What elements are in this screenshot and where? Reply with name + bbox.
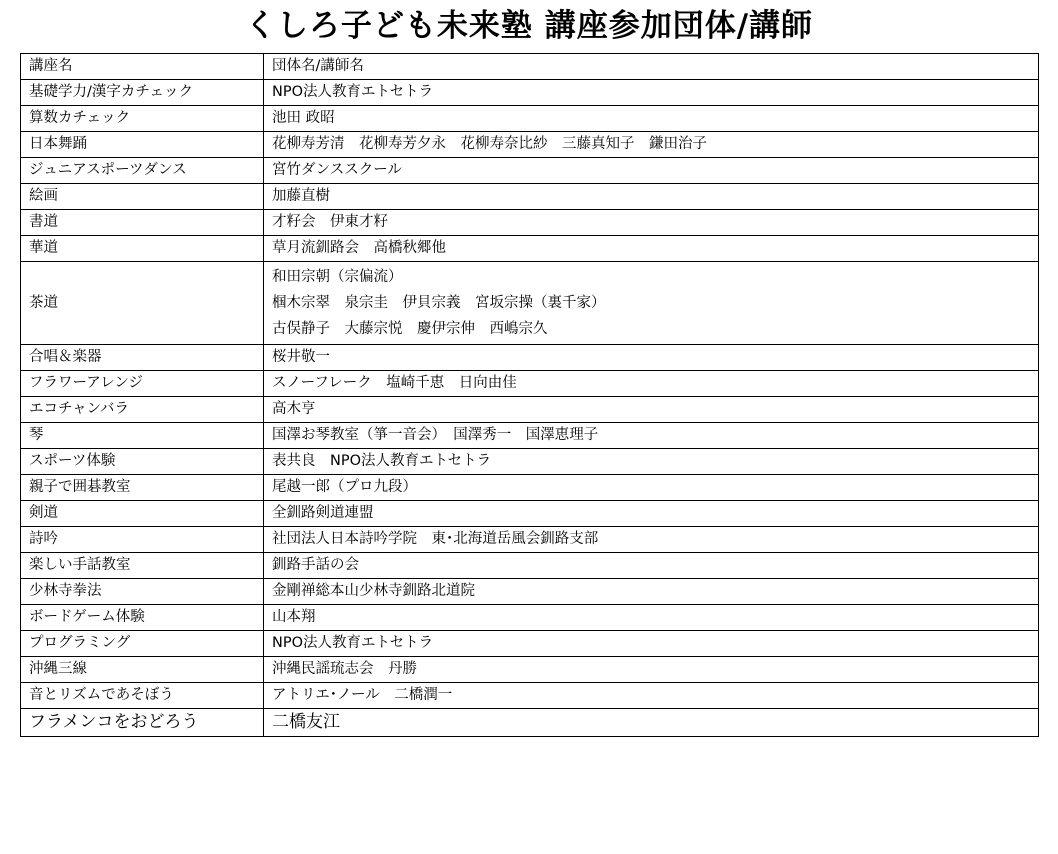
course-name: プログラミング <box>21 631 264 657</box>
instructor-name: 表共良 NPO法人教育エトセトラ <box>264 449 1039 475</box>
table-row <box>21 527 1039 553</box>
instructor-name: 池田 政昭 <box>264 106 1039 132</box>
course-name: 書道 <box>21 210 264 236</box>
table-row <box>21 236 1039 262</box>
instructor-name: スノーフレーク 塩崎千恵 日向由佳 <box>264 371 1039 397</box>
course-name: フラメンコをおどろう <box>21 709 264 737</box>
instructor-name: 国澤お琴教室（箏一音会） 国澤秀一 国澤恵理子 <box>264 423 1039 449</box>
instructor-name: 二橋友江 <box>264 709 1039 737</box>
table-row <box>21 501 1039 527</box>
instructor-name: 宮竹ダンススクール <box>264 158 1039 184</box>
course-name: スポーツ体験 <box>21 449 264 475</box>
instructor-name: 全釧路剣道連盟 <box>264 501 1039 527</box>
course-name: 華道 <box>21 236 264 262</box>
table-row <box>21 657 1039 683</box>
table-row <box>21 631 1039 657</box>
instructor-name: NPO法人教育エトセトラ <box>264 80 1039 106</box>
course-name: 沖縄三線 <box>21 657 264 683</box>
course-instructor-table <box>20 53 1039 737</box>
course-name: 剣道 <box>21 501 264 527</box>
instructor-line: 椢木宗翠 泉宗圭 伊貝宗義 宮坂宗操（裏千家） <box>272 295 606 311</box>
instructor-name: 高木亨 <box>264 397 1039 423</box>
instructor-name: 沖縄民謡琉志会 丹勝 <box>264 657 1039 683</box>
course-name: フラワーアレンジ <box>21 371 264 397</box>
table-row <box>21 449 1039 475</box>
instructor-name: 金剛禅総本山少林寺釧路北道院 <box>264 579 1039 605</box>
instructor-name: アトリエ･ノール 二橋潤一 <box>264 683 1039 709</box>
header-course: 講座名 <box>21 54 264 80</box>
instructor-name: 才籽会 伊東才籽 <box>264 210 1039 236</box>
instructor-name: 釧路手話の会 <box>264 553 1039 579</box>
instructor-name: 尾越一郎（プロ九段） <box>264 475 1039 501</box>
course-name: 絵画 <box>21 184 264 210</box>
instructor-name: 山本翔 <box>264 605 1039 631</box>
table-row <box>21 579 1039 605</box>
table-row <box>21 683 1039 709</box>
instructor-name: 加藤直樹 <box>264 184 1039 210</box>
course-name: 音とリズムであそぼう <box>21 683 264 709</box>
instructor-name: 桜井敬一 <box>264 345 1039 371</box>
course-name: エコチャンバラ <box>21 397 264 423</box>
table-row <box>21 423 1039 449</box>
table-row <box>21 475 1039 501</box>
instructor-name: 草月流釧路会 高橋秋郷他 <box>264 236 1039 262</box>
page-title: くしろ子ども未来塾 講座参加団体/講師 <box>244 8 814 44</box>
course-name: 日本舞踊 <box>21 132 264 158</box>
course-name: 茶道 <box>21 262 264 345</box>
course-name: 算数カチェック <box>21 106 264 132</box>
table-row <box>21 371 1039 397</box>
instructor-name-multiline <box>264 262 1039 345</box>
course-name: ボードゲーム体験 <box>21 605 264 631</box>
course-name: 親子で囲碁教室 <box>21 475 264 501</box>
course-name: 基礎学力/漢字カチェック <box>21 80 264 106</box>
course-name: 少林寺拳法 <box>21 579 264 605</box>
table-row <box>21 709 1039 737</box>
table-header-row <box>21 54 1039 80</box>
table-row <box>21 184 1039 210</box>
table-row <box>21 158 1039 184</box>
table-row <box>21 553 1039 579</box>
table-row <box>21 106 1039 132</box>
table-row <box>21 210 1039 236</box>
table-row-multiline <box>21 262 1039 345</box>
header-instructor: 団体名/講師名 <box>264 54 1039 80</box>
table-row <box>21 345 1039 371</box>
table-row <box>21 605 1039 631</box>
instructor-name: 社団法人日本詩吟学院 東･北海道岳風会釧路支部 <box>264 527 1039 553</box>
course-name: ジュニアスポーツダンス <box>21 158 264 184</box>
instructor-line: 古俣静子 大藤宗悦 慶伊宗伸 西嶋宗久 <box>272 321 548 337</box>
course-name: 琴 <box>21 423 264 449</box>
table-row <box>21 132 1039 158</box>
course-name: 楽しい手話教室 <box>21 553 264 579</box>
course-name: 合唱＆楽器 <box>21 345 264 371</box>
table-row <box>21 80 1039 106</box>
instructor-line: 和田宗朝（宗偏流） <box>272 269 403 285</box>
table-row <box>21 397 1039 423</box>
instructor-name: 花柳寿芳清 花柳寿芳夕永 花柳寿奈比紗 三藤真知子 鎌田治子 <box>264 132 1039 158</box>
instructor-name: NPO法人教育エトセトラ <box>264 631 1039 657</box>
course-name: 詩吟 <box>21 527 264 553</box>
